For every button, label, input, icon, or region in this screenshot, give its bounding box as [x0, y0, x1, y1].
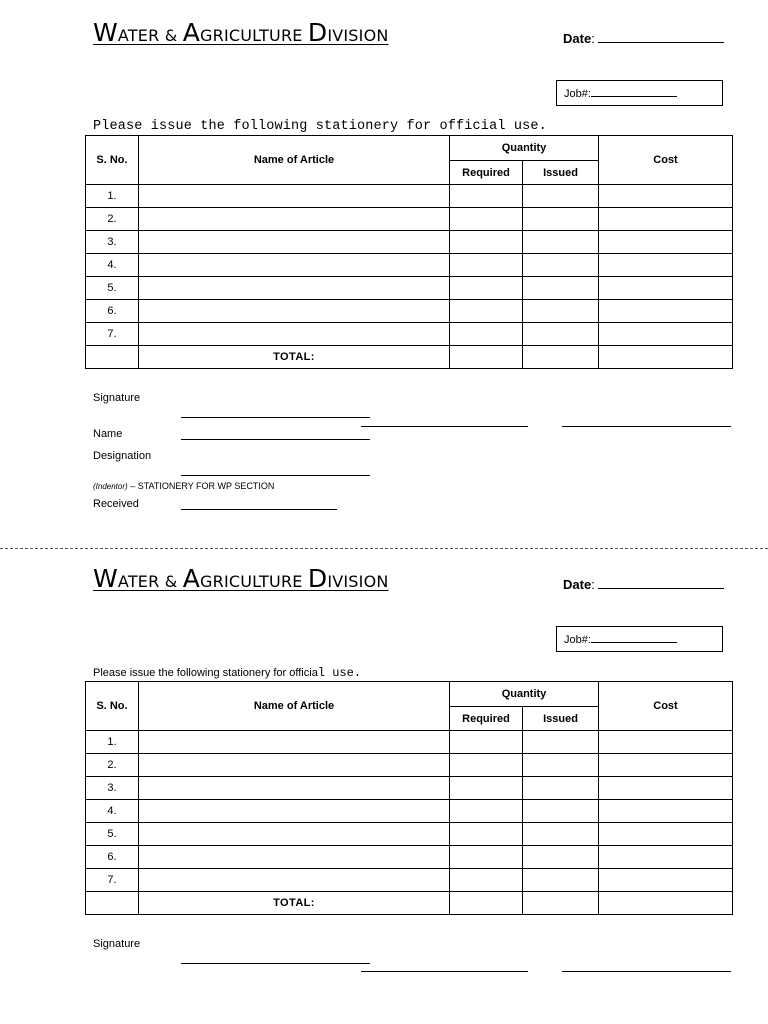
signature-line-3[interactable] [562, 971, 731, 972]
issued-cell[interactable] [523, 800, 599, 823]
total-cost-cell[interactable] [599, 892, 733, 915]
row-number: 5. [86, 823, 139, 846]
cost-cell[interactable] [599, 823, 733, 846]
required-cell[interactable] [450, 846, 523, 869]
row-number: 4. [86, 254, 139, 277]
issued-cell[interactable] [523, 846, 599, 869]
header-issued: Issued [523, 707, 599, 731]
row-number: 5. [86, 277, 139, 300]
issued-cell[interactable] [523, 208, 599, 231]
article-cell[interactable] [139, 869, 450, 892]
table-row [86, 777, 733, 800]
article-cell[interactable] [139, 777, 450, 800]
required-cell[interactable] [450, 823, 523, 846]
issued-cell[interactable] [523, 731, 599, 754]
name-line[interactable] [181, 439, 370, 440]
date-label: Date [563, 577, 592, 592]
row-number: 2. [86, 208, 139, 231]
job-label: Job#: [564, 88, 591, 100]
article-cell[interactable] [139, 208, 450, 231]
total-required-cell[interactable] [450, 346, 523, 369]
row-number: 4. [86, 800, 139, 823]
row-number: 2. [86, 754, 139, 777]
total-label: TOTAL: [139, 346, 450, 369]
header-quantity: Quantity [450, 136, 599, 161]
row-number: 6. [86, 300, 139, 323]
total-required-cell[interactable] [450, 892, 523, 915]
article-cell[interactable] [139, 300, 450, 323]
cut-line [0, 548, 768, 549]
required-cell[interactable] [450, 777, 523, 800]
cost-cell[interactable] [599, 754, 733, 777]
total-label: TOTAL: [139, 892, 450, 915]
job-blank[interactable] [591, 642, 677, 643]
article-cell[interactable] [139, 731, 450, 754]
required-cell[interactable] [450, 254, 523, 277]
table-row [86, 823, 733, 846]
cost-cell[interactable] [599, 846, 733, 869]
table-row [86, 254, 733, 277]
instruction-text: Please issue the following stationery for official use. [93, 119, 547, 134]
signature-label-2: Signature [93, 938, 141, 950]
required-cell[interactable] [450, 208, 523, 231]
job-number-box[interactable] [556, 80, 723, 106]
table-row [86, 731, 733, 754]
required-cell[interactable] [450, 277, 523, 300]
cost-cell[interactable] [599, 185, 733, 208]
cost-cell[interactable] [599, 231, 733, 254]
issued-cell[interactable] [523, 300, 599, 323]
date-blank[interactable] [598, 588, 724, 589]
designation-line[interactable] [181, 475, 370, 476]
required-cell[interactable] [450, 300, 523, 323]
signature-line-2[interactable] [361, 971, 528, 972]
indentor-note: (Indentor) – STATIONERY FOR WP SECTION [93, 481, 275, 491]
table-row [86, 231, 733, 254]
issued-cell[interactable] [523, 869, 599, 892]
article-cell[interactable] [139, 185, 450, 208]
table-row [86, 277, 733, 300]
table-row [86, 323, 733, 346]
required-cell[interactable] [450, 323, 523, 346]
table-row [86, 846, 733, 869]
received-line[interactable] [181, 509, 337, 510]
cost-cell[interactable] [599, 277, 733, 300]
date-label: Date [563, 31, 592, 46]
header-required: Required [450, 161, 523, 185]
job-label: Job#: [564, 634, 591, 646]
issued-cell[interactable] [523, 231, 599, 254]
article-cell[interactable] [139, 823, 450, 846]
header-quantity: Quantity [450, 682, 599, 707]
header-cost: Cost [599, 136, 733, 185]
row-number: 1. [86, 185, 139, 208]
job-blank[interactable] [591, 96, 677, 97]
table-row [86, 869, 733, 892]
table-row [86, 800, 733, 823]
article-cell[interactable] [139, 254, 450, 277]
form-title: WATER & AGRICULTURE DIVISION [93, 18, 389, 47]
signature-line-2[interactable] [361, 426, 528, 427]
article-cell[interactable] [139, 231, 450, 254]
job-number-box-2[interactable] [556, 626, 723, 652]
row-number: 7. [86, 323, 139, 346]
row-number: 3. [86, 777, 139, 800]
stationery-table-2 [85, 681, 733, 915]
date-field-2[interactable]: Date: [563, 577, 724, 592]
total-issued-cell[interactable] [523, 346, 599, 369]
required-cell[interactable] [450, 869, 523, 892]
signature-line-3[interactable] [562, 426, 731, 427]
total-row [86, 346, 733, 369]
issued-cell[interactable] [523, 254, 599, 277]
header-sno: S. No. [86, 682, 139, 731]
article-cell[interactable] [139, 277, 450, 300]
cost-cell[interactable] [599, 300, 733, 323]
article-cell[interactable] [139, 800, 450, 823]
cost-cell[interactable] [599, 777, 733, 800]
issued-cell[interactable] [523, 277, 599, 300]
cost-cell[interactable] [599, 208, 733, 231]
cost-cell[interactable] [599, 869, 733, 892]
date-blank[interactable] [598, 42, 724, 43]
total-cost-cell[interactable] [599, 346, 733, 369]
article-cell[interactable] [139, 754, 450, 777]
form-title-2: WATER & AGRICULTURE DIVISION [93, 564, 389, 593]
total-row [86, 892, 733, 915]
required-cell[interactable] [450, 754, 523, 777]
table-row [86, 300, 733, 323]
required-cell[interactable] [450, 185, 523, 208]
date-field[interactable]: Date: [563, 31, 724, 46]
header-cost: Cost [599, 682, 733, 731]
stationery-table [85, 135, 733, 369]
row-number: 7. [86, 869, 139, 892]
required-cell[interactable] [450, 731, 523, 754]
received-label: Received [93, 498, 139, 510]
row-number: 6. [86, 846, 139, 869]
table-row [86, 208, 733, 231]
table-row [86, 185, 733, 208]
header-required: Required [450, 707, 523, 731]
cost-cell[interactable] [599, 254, 733, 277]
total-issued-cell[interactable] [523, 892, 599, 915]
header-sno: S. No. [86, 136, 139, 185]
cost-cell[interactable] [599, 800, 733, 823]
required-cell[interactable] [450, 800, 523, 823]
required-cell[interactable] [450, 231, 523, 254]
signature-line[interactable] [181, 417, 370, 418]
row-number: 3. [86, 231, 139, 254]
header-article: Name of Article [139, 682, 450, 731]
header-article: Name of Article [139, 136, 450, 185]
issued-cell[interactable] [523, 823, 599, 846]
designation-label: Designation [93, 450, 152, 462]
issued-cell[interactable] [523, 777, 599, 800]
article-cell[interactable] [139, 323, 450, 346]
article-cell[interactable] [139, 846, 450, 869]
signature-line[interactable] [181, 963, 370, 964]
cost-cell[interactable] [599, 323, 733, 346]
issued-cell[interactable] [523, 323, 599, 346]
header-issued: Issued [523, 161, 599, 185]
signature-label: Signature [93, 392, 141, 404]
name-label: Name [93, 428, 123, 440]
row-number: 1. [86, 731, 139, 754]
issued-cell[interactable] [523, 185, 599, 208]
instruction-text-2: Please issue the following stationery for official use. [93, 666, 362, 680]
issued-cell[interactable] [523, 754, 599, 777]
cost-cell[interactable] [599, 731, 733, 754]
table-row [86, 754, 733, 777]
